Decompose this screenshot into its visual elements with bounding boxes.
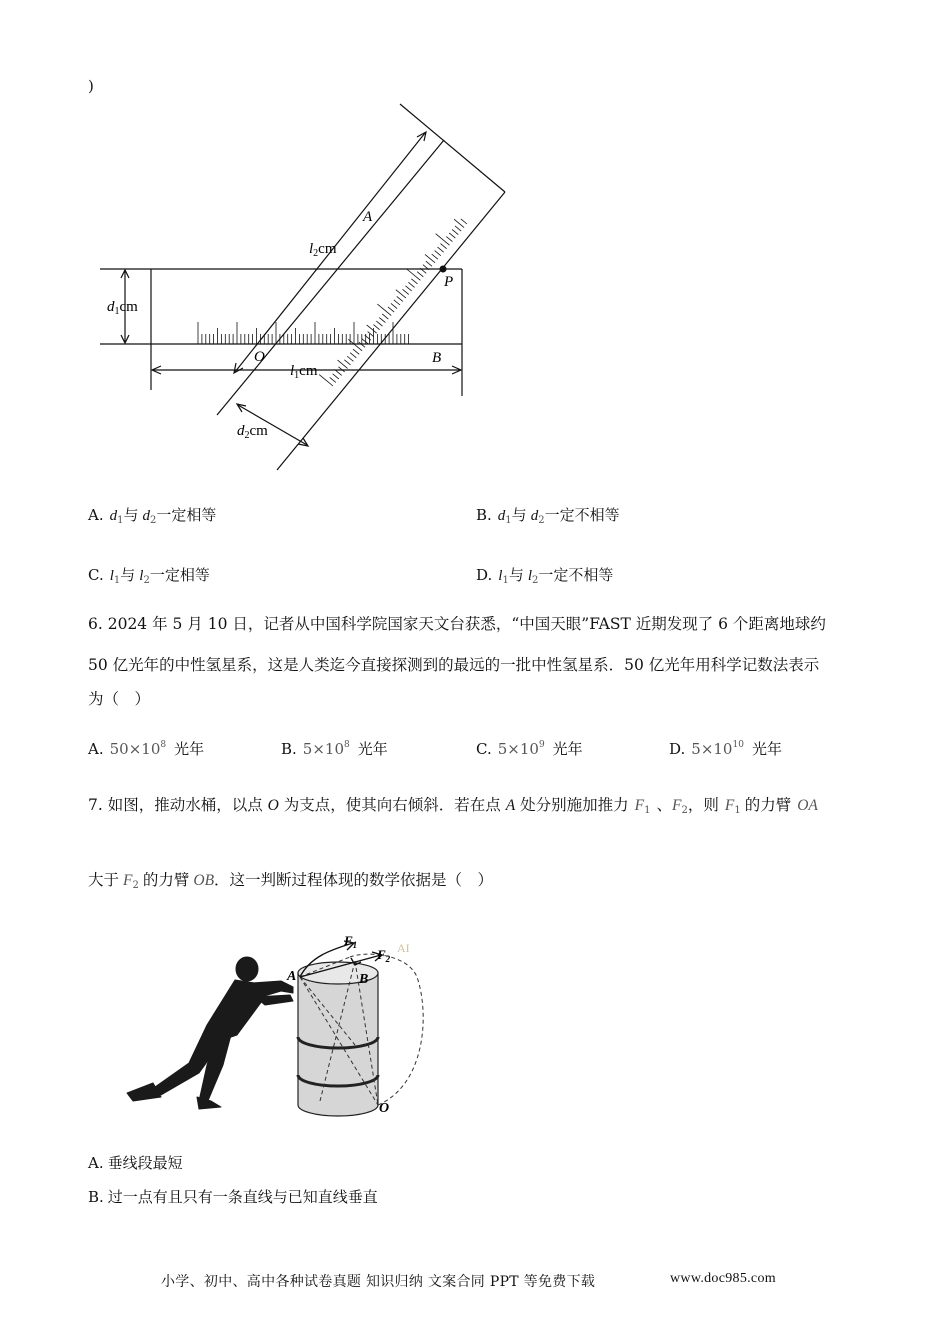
- ruler-tick: [362, 339, 368, 344]
- svg-text:l1cm: $l_1cm$: [290, 363, 318, 381]
- svg-text:d2cm: $d_2cm$: [237, 423, 268, 441]
- label-A: A: [363, 209, 373, 225]
- footer-url[interactable]: www.doc985.com: [670, 1271, 776, 1286]
- label-B-fig7: B: [359, 972, 369, 987]
- option-5C[interactable]: C. $l_1$与 $l_2$一定相等: [88, 566, 210, 586]
- svg-text:F2: $F_2$: [377, 947, 391, 964]
- svg-text:d1cm: $d_1cm$: [107, 299, 138, 317]
- q7-line-1: 7. 如图，推动水桶，以点 O 为支点，使其向右倾斜．若在点 A 处分别施加推力 $F_1$ 、$F_2$，则 $F_1$ 的力臂 OA: [88, 796, 818, 816]
- ruler-tick: [435, 251, 441, 256]
- q6-line-1: 6. 2024 年 5 月 10 日，记者从中国科学院国家天文台获悉，“中国天眼”FAST 近期发现了 6 个距离地球约: [88, 615, 826, 633]
- ruler-tick: [377, 304, 391, 315]
- ruler-tick: [452, 229, 458, 234]
- ruler-tick: [338, 367, 344, 372]
- ruler-tick: [405, 286, 411, 291]
- ruler-tick: [391, 303, 397, 308]
- option-6A[interactable]: A. $50\times 10^8$ 光年: [88, 740, 205, 758]
- ruler-tick: [376, 321, 382, 326]
- ruler-tick: [417, 272, 423, 277]
- point-P: [440, 266, 447, 273]
- option-5B[interactable]: B. $d_1$与 $d_2$一定不相等: [476, 506, 620, 526]
- label-l2: l: [309, 241, 314, 257]
- option-5D[interactable]: D. $l_1$与 $l_2$一定不相等: [476, 566, 614, 586]
- label-A-fig7: A: [287, 969, 297, 984]
- ruler-tick: [394, 300, 400, 305]
- label-d2: d: [237, 423, 245, 439]
- label-l1: l: [290, 363, 295, 379]
- label-d1: d: [107, 299, 115, 315]
- ruler-tick: [388, 307, 394, 312]
- option-6B[interactable]: B. $5\times 10^8$ 光年: [281, 740, 388, 758]
- option-6C[interactable]: C. $5\times 10^9$ 光年: [476, 740, 583, 758]
- ruler-tick: [353, 349, 359, 354]
- ruler-tick: [350, 353, 356, 358]
- svg-text:l2cm: $l_2cm$: [309, 241, 337, 259]
- person-silhouette: [127, 957, 293, 1109]
- ruler-tick: [344, 360, 350, 365]
- ruler-tick: [438, 247, 444, 252]
- ruler-tick: [348, 339, 362, 350]
- q6-line-2: 50 亿光年的中性氢星系，这是人类迄今直接探测到的最远的一批中性氢星系．50 亿光年用科学记数法表示: [88, 656, 820, 674]
- ruler-tick: [432, 254, 438, 259]
- label-F2: F: [377, 947, 386, 962]
- ruler-tick: [407, 269, 421, 280]
- ai-watermark: AI: [397, 941, 410, 955]
- ruler-tick: [426, 261, 432, 266]
- label-O: O: [254, 349, 265, 365]
- option-6D[interactable]: D. $5\times 10^{10}$ 光年: [669, 740, 782, 758]
- ruler-tick: [319, 375, 333, 386]
- footer-text: 小学、初中、高中各种试卷真题 知识归纳 文案合同 PPT 等免费下载: [161, 1274, 596, 1290]
- ruler-diagram: [95, 100, 515, 475]
- q7-line-2: 大于 $F_2$ 的力臂 OB．这一判断过程体现的数学依据是（ ）: [88, 871, 494, 891]
- ruler-tick: [336, 370, 342, 375]
- ruler-tick: [403, 289, 409, 294]
- label-B: B: [432, 350, 442, 366]
- ruler-tick: [397, 296, 403, 301]
- ruler-tick: [436, 234, 450, 245]
- ruler-tick: [411, 279, 417, 284]
- option-7A[interactable]: A. 垂线段最短: [88, 1154, 183, 1172]
- ruler-tick: [440, 244, 446, 249]
- ruler-tick: [449, 233, 455, 238]
- ruler-tick: [408, 282, 414, 287]
- ruler-tick: [333, 374, 339, 379]
- barrel-push-diagram: [115, 925, 435, 1125]
- option-7B[interactable]: B. 过一点有且只有一条直线与已知直线垂直: [88, 1188, 378, 1206]
- svg-text:F1: $F_1$: [344, 933, 358, 950]
- question-fragment: ): [88, 77, 94, 95]
- ruler-tick: [455, 226, 461, 231]
- ruler-tick: [379, 318, 385, 323]
- ruler-tick: [330, 377, 336, 382]
- ruler-tick: [368, 332, 374, 337]
- ruler-tick: [347, 356, 353, 361]
- ruler-tick: [461, 219, 467, 224]
- ruler-tick: [373, 325, 379, 330]
- ruler-tick: [446, 237, 452, 242]
- label-O-fig7: O: [379, 1101, 390, 1116]
- option-5A[interactable]: A. $d_1$与 $d_2$一定相等: [88, 506, 217, 526]
- label-F1: F: [344, 933, 353, 948]
- ruler-tick: [382, 314, 388, 319]
- label-P: P: [444, 274, 454, 290]
- q6-line-3: 为（ ）: [88, 690, 151, 708]
